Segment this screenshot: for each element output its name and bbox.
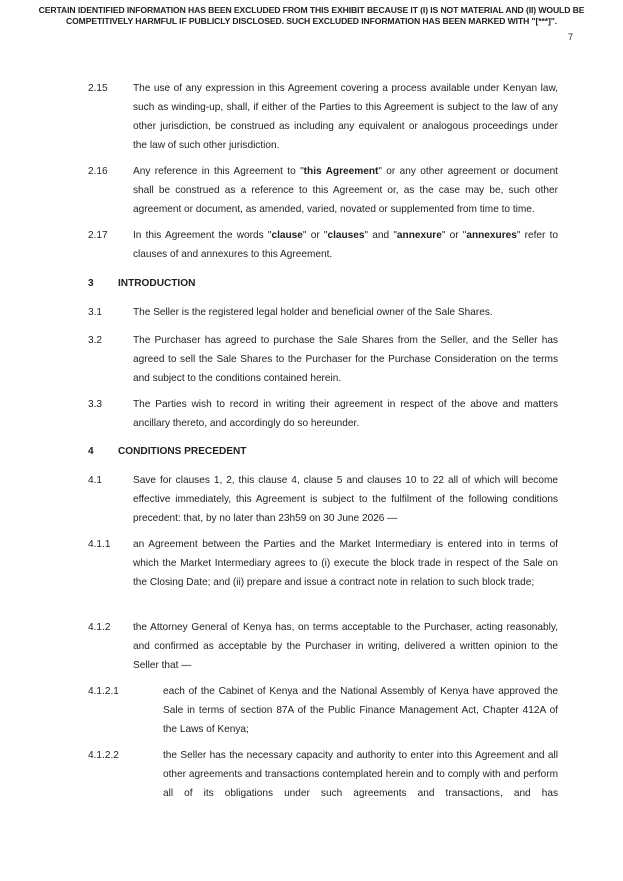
clause-number: 4.1.2 [88,622,111,633]
clause-number: 4.1.1 [88,539,111,550]
section-title: INTRODUCTION [118,278,196,289]
clause-text: each of the Cabinet of Kenya and the National Assembly of Kenya have approved the Sale in terms of section 87A of the Public Finance Management Act, Chapter 412A of the Laws of Kenya; [163,686,558,735]
section-title: CONDITIONS PRECEDENT [118,446,247,457]
page-number: 7 [568,32,574,42]
defined-term: clause [271,230,303,241]
clause-text: The Seller is the registered legal holder and beneficial owner of the Sale Shares. [133,307,493,318]
clause-text: Any reference in this Agreement to "this Agreement" or any other agreement or document shall be construed as a reference to this Agreement or, as the case may be, such other agreement or document, as amended, varied, novated or supplemented from time to time. [133,166,558,215]
clause-text: The Purchaser has agreed to purchase the Sale Shares from the Seller, and the Seller has agreed to sell the Sale Shares to the Purchaser for the Purchase Consideration on the terms and subject to the conditions contained herein. [133,335,558,384]
clause-number: 4.1 [88,475,103,486]
clause-text: the Attorney General of Kenya has, on terms acceptable to the Purchaser, acting reasonably, and confirmed as acceptable by the Purchaser in writing, delivered a written opinion to the Seller that — [133,622,558,671]
clause-number: 3.2 [88,335,103,346]
defined-term: annexure [396,230,442,241]
clause-number: 4.1.2.1 [88,686,119,697]
clause-text: In this Agreement the words "clause" or "clauses" and "annexure" or "annexures" refer to clauses of and annexures to this Agreement. [133,230,559,260]
clause-number: 2.17 [88,230,108,241]
clause-text: The Parties wish to record in writing their agreement in respect of the above and matters ancillary thereto, and accordingly do so hereunder. [133,399,558,429]
defined-term: this Agreement [303,166,379,177]
clause-number: 3.3 [88,399,103,410]
clause-text: Save for clauses 1, 2, this clause 4, clause 5 and clauses 10 to 22 all of which will become effective immediately, this Agreement is subject to the fulfilment of the following conditions precedent: that, by no later than 23h59 on 30 June 2026 — [133,475,558,524]
clause-number: 4.1.2.2 [88,750,119,761]
clause-text: the Seller has the necessary capacity and authority to enter into this Agreement and all other agreements and transactions contemplated herein and to comply with and perform all of its obligations under such agreements and transactions, and has [163,750,558,799]
defined-term: clauses [327,230,365,241]
section-number: 4 [88,446,94,457]
defined-term: annexures [466,230,517,241]
clause-text: The use of any expression in this Agreement covering a process available under Kenyan law, such as winding-up, shall, if either of the Parties to this Agreement is subject to the law of any other jurisdiction, be construed as including any equivalent or analogous proceedings under the law of such other jurisdiction. [133,83,558,151]
confidentiality-notice: CERTAIN IDENTIFIED INFORMATION HAS BEEN EXCLUDED FROM THIS EXHIBIT BECAUSE IT (I) IS NOT MATERIAL AND (II) WOULD BE COMPETITIVELY HARMFUL IF PUBLICLY DISCLOSED. SUCH EXCLUDED INFORMATION HAS BEEN MARKED WITH "[***]". [38,5,585,26]
clause-number: 2.15 [88,83,108,94]
clause-number: 3.1 [88,307,103,318]
clause-text: an Agreement between the Parties and the Market Intermediary is entered into in terms of which the Market Intermediary agrees to (i) execute the block trade in respect of the Sale on the Closing Date; and (ii) prepare and issue a contract note in relation to such block trade; [133,539,558,588]
section-number: 3 [88,278,94,289]
clause-number: 2.16 [88,166,108,177]
